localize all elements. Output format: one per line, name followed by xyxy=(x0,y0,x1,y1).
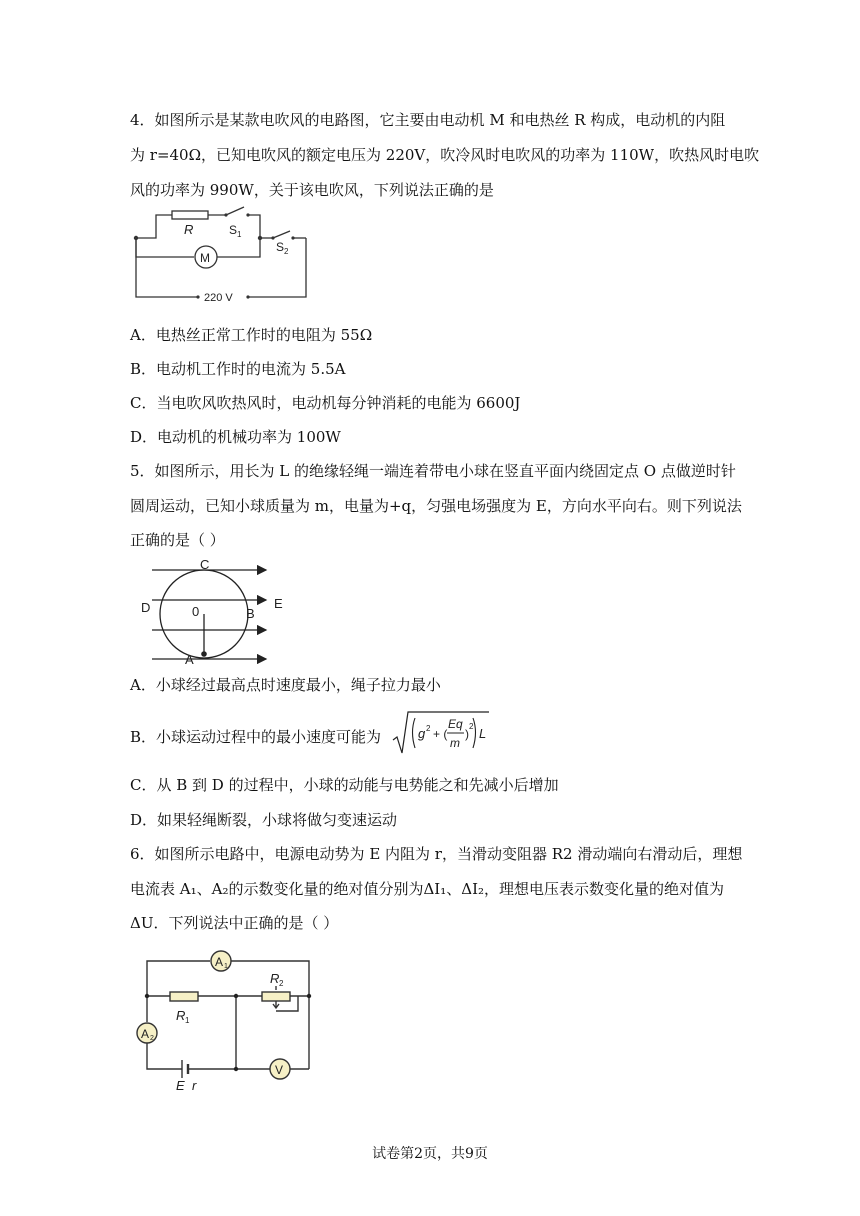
q5-label-c: C xyxy=(200,557,210,572)
q5-label-o: 0 xyxy=(192,604,200,619)
q5-stem-line2: 圆周运动，已知小球质量为 m，电量为+q，匀强电场强度为 E，方向水平向右。则下列说法 xyxy=(130,497,742,515)
q5-option-c: C．从 B 到 D 的过程中，小球的动能与电势能之和先减小后增加 xyxy=(130,776,559,794)
q5-stem-line1: 5．如图所示，用长为 L 的绝缘轻绳一端连着带电小球在竖直平面内绕固定点 O 点做逆时针 xyxy=(130,462,736,480)
q4-stem-line3: 风的功率为 990W，关于该电吹风，下列说法正确的是 xyxy=(130,181,494,199)
q4-label-voltage: 220 V xyxy=(204,292,233,304)
q4-option-d: D．电动机的机械功率为 100W xyxy=(130,428,341,446)
q6-label-e: E xyxy=(176,1078,185,1093)
q5-label-a: A xyxy=(185,652,194,667)
q6-label-r1-sub: 1 xyxy=(185,1016,190,1025)
q6-label-r2-sub: 2 xyxy=(279,979,284,988)
q6-stem-line2: 电流表 A₁、A₂的示数变化量的绝对值分别为ΔI₁、ΔI₂，理想电压表示数变化量的绝对值为 xyxy=(130,880,725,898)
q6-stem-line1: 6．如图所示电路中，电源电动势为 E 内阻为 r，当滑动变阻器 R2 滑动端向右滑动后，理想 xyxy=(130,845,743,863)
q6-label-a2: A xyxy=(141,1027,150,1041)
page-footer: 试卷第2页，共9页 xyxy=(372,1146,488,1162)
formula-close-exp: 2 xyxy=(469,722,474,731)
q4-stem-line1: 4．如图所示是某款电吹风的电路图，它主要由电动机 M 和电热丝 R 构成，电动机的内阻 xyxy=(130,111,726,129)
formula-l: L xyxy=(479,726,487,741)
formula-eq: Eq xyxy=(448,717,463,731)
q5-label-d: D xyxy=(141,600,151,615)
q4-label-m: M xyxy=(200,251,210,265)
q4-label-r: R xyxy=(184,222,194,237)
formula-m: m xyxy=(450,736,460,750)
q4-label-s2-sub: 2 xyxy=(284,247,289,256)
q4-label-s1: S xyxy=(229,223,238,237)
q5-option-a: A．小球经过最高点时速度最小，绳子拉力最小 xyxy=(130,676,441,694)
q6-circuit-diagram xyxy=(130,948,325,1093)
formula-plus: + ( xyxy=(433,727,448,741)
q4-option-b: B．电动机工作时的电流为 5.5A xyxy=(130,360,346,378)
q6-label-a1: A xyxy=(215,955,224,969)
q6-label-a1-sub: 1 xyxy=(224,963,228,970)
q6-label-r1: R xyxy=(176,1008,186,1023)
q4-label-s1-sub: 1 xyxy=(237,230,242,239)
q4-label-s2: S xyxy=(276,240,285,254)
q5-option-b-prefix: B．小球运动过程中的最小速度可能为 xyxy=(130,728,382,746)
q6-label-r: r xyxy=(192,1078,197,1093)
q5-label-e: E xyxy=(274,596,283,611)
q5-option-d: D．如果轻绳断裂，小球将做匀变速运动 xyxy=(130,811,398,829)
q5-option-b-formula xyxy=(393,710,493,756)
q6-stem-line3: ΔU．下列说法中正确的是（ ） xyxy=(130,914,339,932)
formula-g: g xyxy=(418,726,426,741)
q4-option-c: C．当电吹风吹热风时，电动机每分钟消耗的电能为 6600J xyxy=(130,394,521,412)
q5-label-b: B xyxy=(246,606,255,621)
q6-label-v: V xyxy=(275,1063,284,1077)
formula-close: ) xyxy=(465,727,469,741)
q4-stem-line2: 为 r=40Ω，已知电吹风的额定电压为 220V，吹冷风时电吹风的功率为 110W，吹热风时电吹 xyxy=(130,146,760,164)
q5-stem-line3: 正确的是（ ） xyxy=(130,531,225,549)
formula-g-exp: 2 xyxy=(426,724,431,733)
q4-circuit-diagram xyxy=(128,205,328,305)
q4-option-a: A．电热丝正常工作时的电阻为 55Ω xyxy=(130,326,373,344)
q6-label-r2: R xyxy=(270,971,280,986)
q5-field-diagram xyxy=(138,555,298,670)
q6-label-a2-sub: 2 xyxy=(150,1035,154,1042)
